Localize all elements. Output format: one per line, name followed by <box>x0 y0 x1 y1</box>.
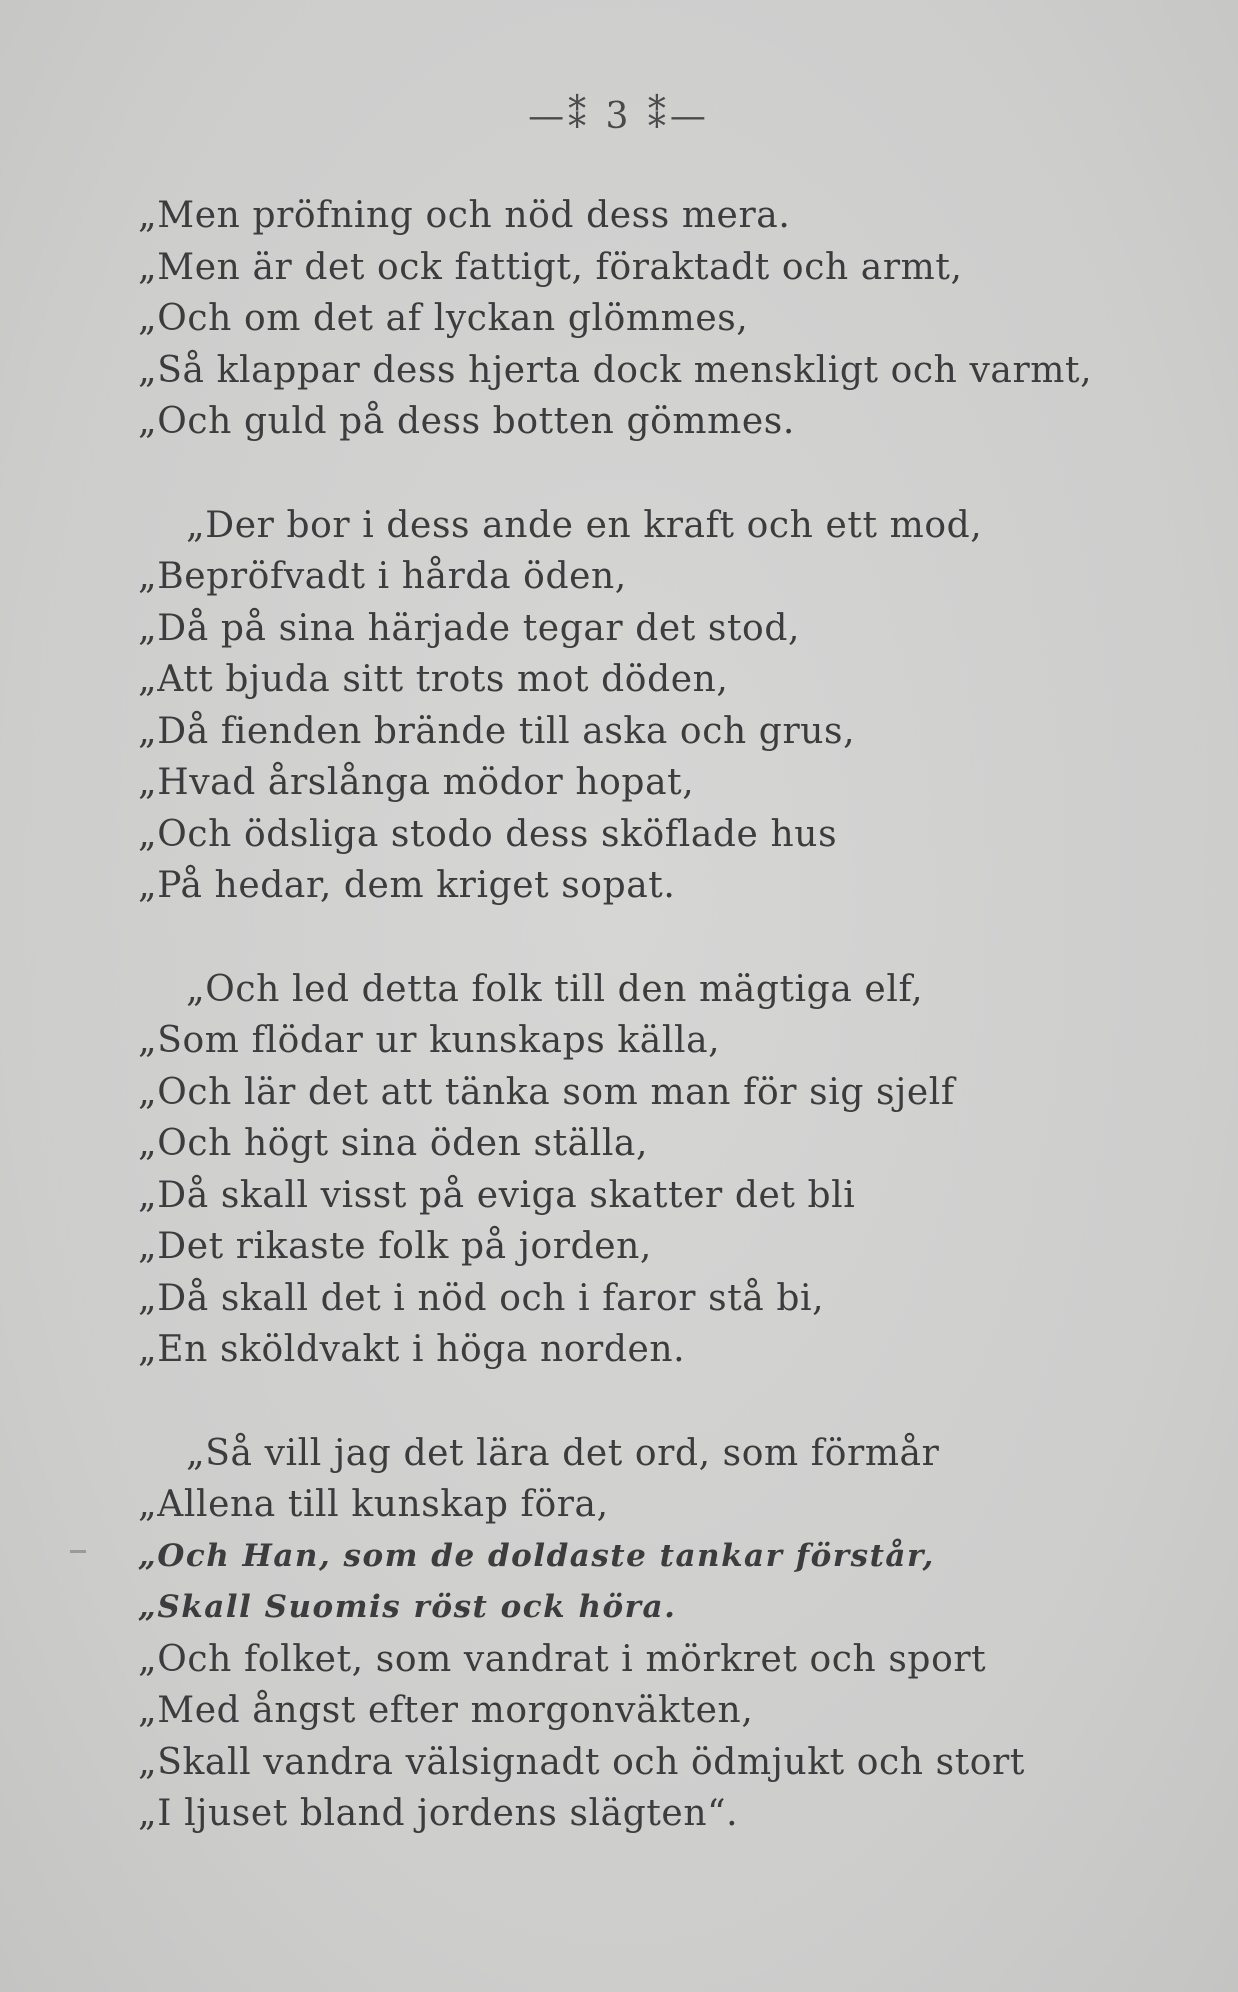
poem-line: „I ljuset bland jordens slägten“. <box>138 1793 739 1834</box>
poem-line: „Men är det ock fattigt, föraktadt och armt, <box>138 246 963 288</box>
poem-line: „Då fienden brände till aska och grus, <box>138 710 856 752</box>
stanza <box>138 1428 1098 1840</box>
poem-line: „Hvad årslånga mödor hopat, <box>138 762 695 803</box>
page-number-header: —⁑ 3 ⁑— <box>528 96 710 137</box>
poem-line: „Bepröfvadt i hårda öden, <box>138 556 627 597</box>
poem-line: „Men pröfning och nöd dess mera. <box>138 195 791 236</box>
poem-line: „Och ödsliga stodo dess sköflade hus <box>138 813 838 855</box>
poem-line: „På hedar, dem kriget sopat. <box>138 865 676 906</box>
stanza <box>138 500 1098 912</box>
stanza <box>138 964 1098 1376</box>
poem-line: „Och led detta folk till den mägtiga elf, <box>186 968 924 1010</box>
poem-line: „Och om det af lyckan glömmes, <box>138 298 749 339</box>
poem-line: „Och guld på dess botten gömmes. <box>138 401 795 442</box>
poem-line-italic: „Och Han, som de doldaste tankar förstår, <box>138 1537 935 1574</box>
poem-line: „Då skall visst på eviga skatter det bli <box>138 1174 856 1216</box>
poem-line: „Så klappar dess hjerta dock menskligt och varmt, <box>138 349 1093 391</box>
poem-line-italic: „Skall Suomis röst ock höra. <box>138 1589 677 1625</box>
poem-line: „Och högt sina öden ställa, <box>138 1123 649 1164</box>
poem-line: „Och lär det att tänka som man för sig sjelf <box>138 1071 955 1113</box>
poem-line: „Med ångst efter morgonväkten, <box>138 1690 754 1731</box>
poem-line: „Som flödar ur kunskaps källa, <box>138 1020 721 1061</box>
poem-line: „Så vill jag det lära det ord, som förmår <box>186 1432 940 1474</box>
poem-line: „Skall vandra välsignadt och ödmjukt och stort <box>138 1741 1025 1783</box>
poem-line: „Då på sina härjade tegar det stod, <box>138 607 801 649</box>
poem-line: „Då skall det i nöd och i faror stå bi, <box>138 1277 825 1319</box>
poem-line: „Att bjuda sitt trots mot döden, <box>138 659 729 700</box>
stanza <box>138 190 1098 448</box>
poem <box>138 190 1098 1892</box>
poem-line: „Der bor i dess ande en kraft och ett mod, <box>186 504 983 546</box>
poem-line: „Och folket, som vandrat i mörkret och sport <box>138 1638 987 1680</box>
poem-line: „En sköldvakt i höga norden. <box>138 1329 686 1370</box>
print-speck <box>70 1550 86 1553</box>
poem-line: „Allena till kunskap föra, <box>138 1484 609 1525</box>
poem-line: „Det rikaste folk på jorden, <box>138 1226 652 1267</box>
